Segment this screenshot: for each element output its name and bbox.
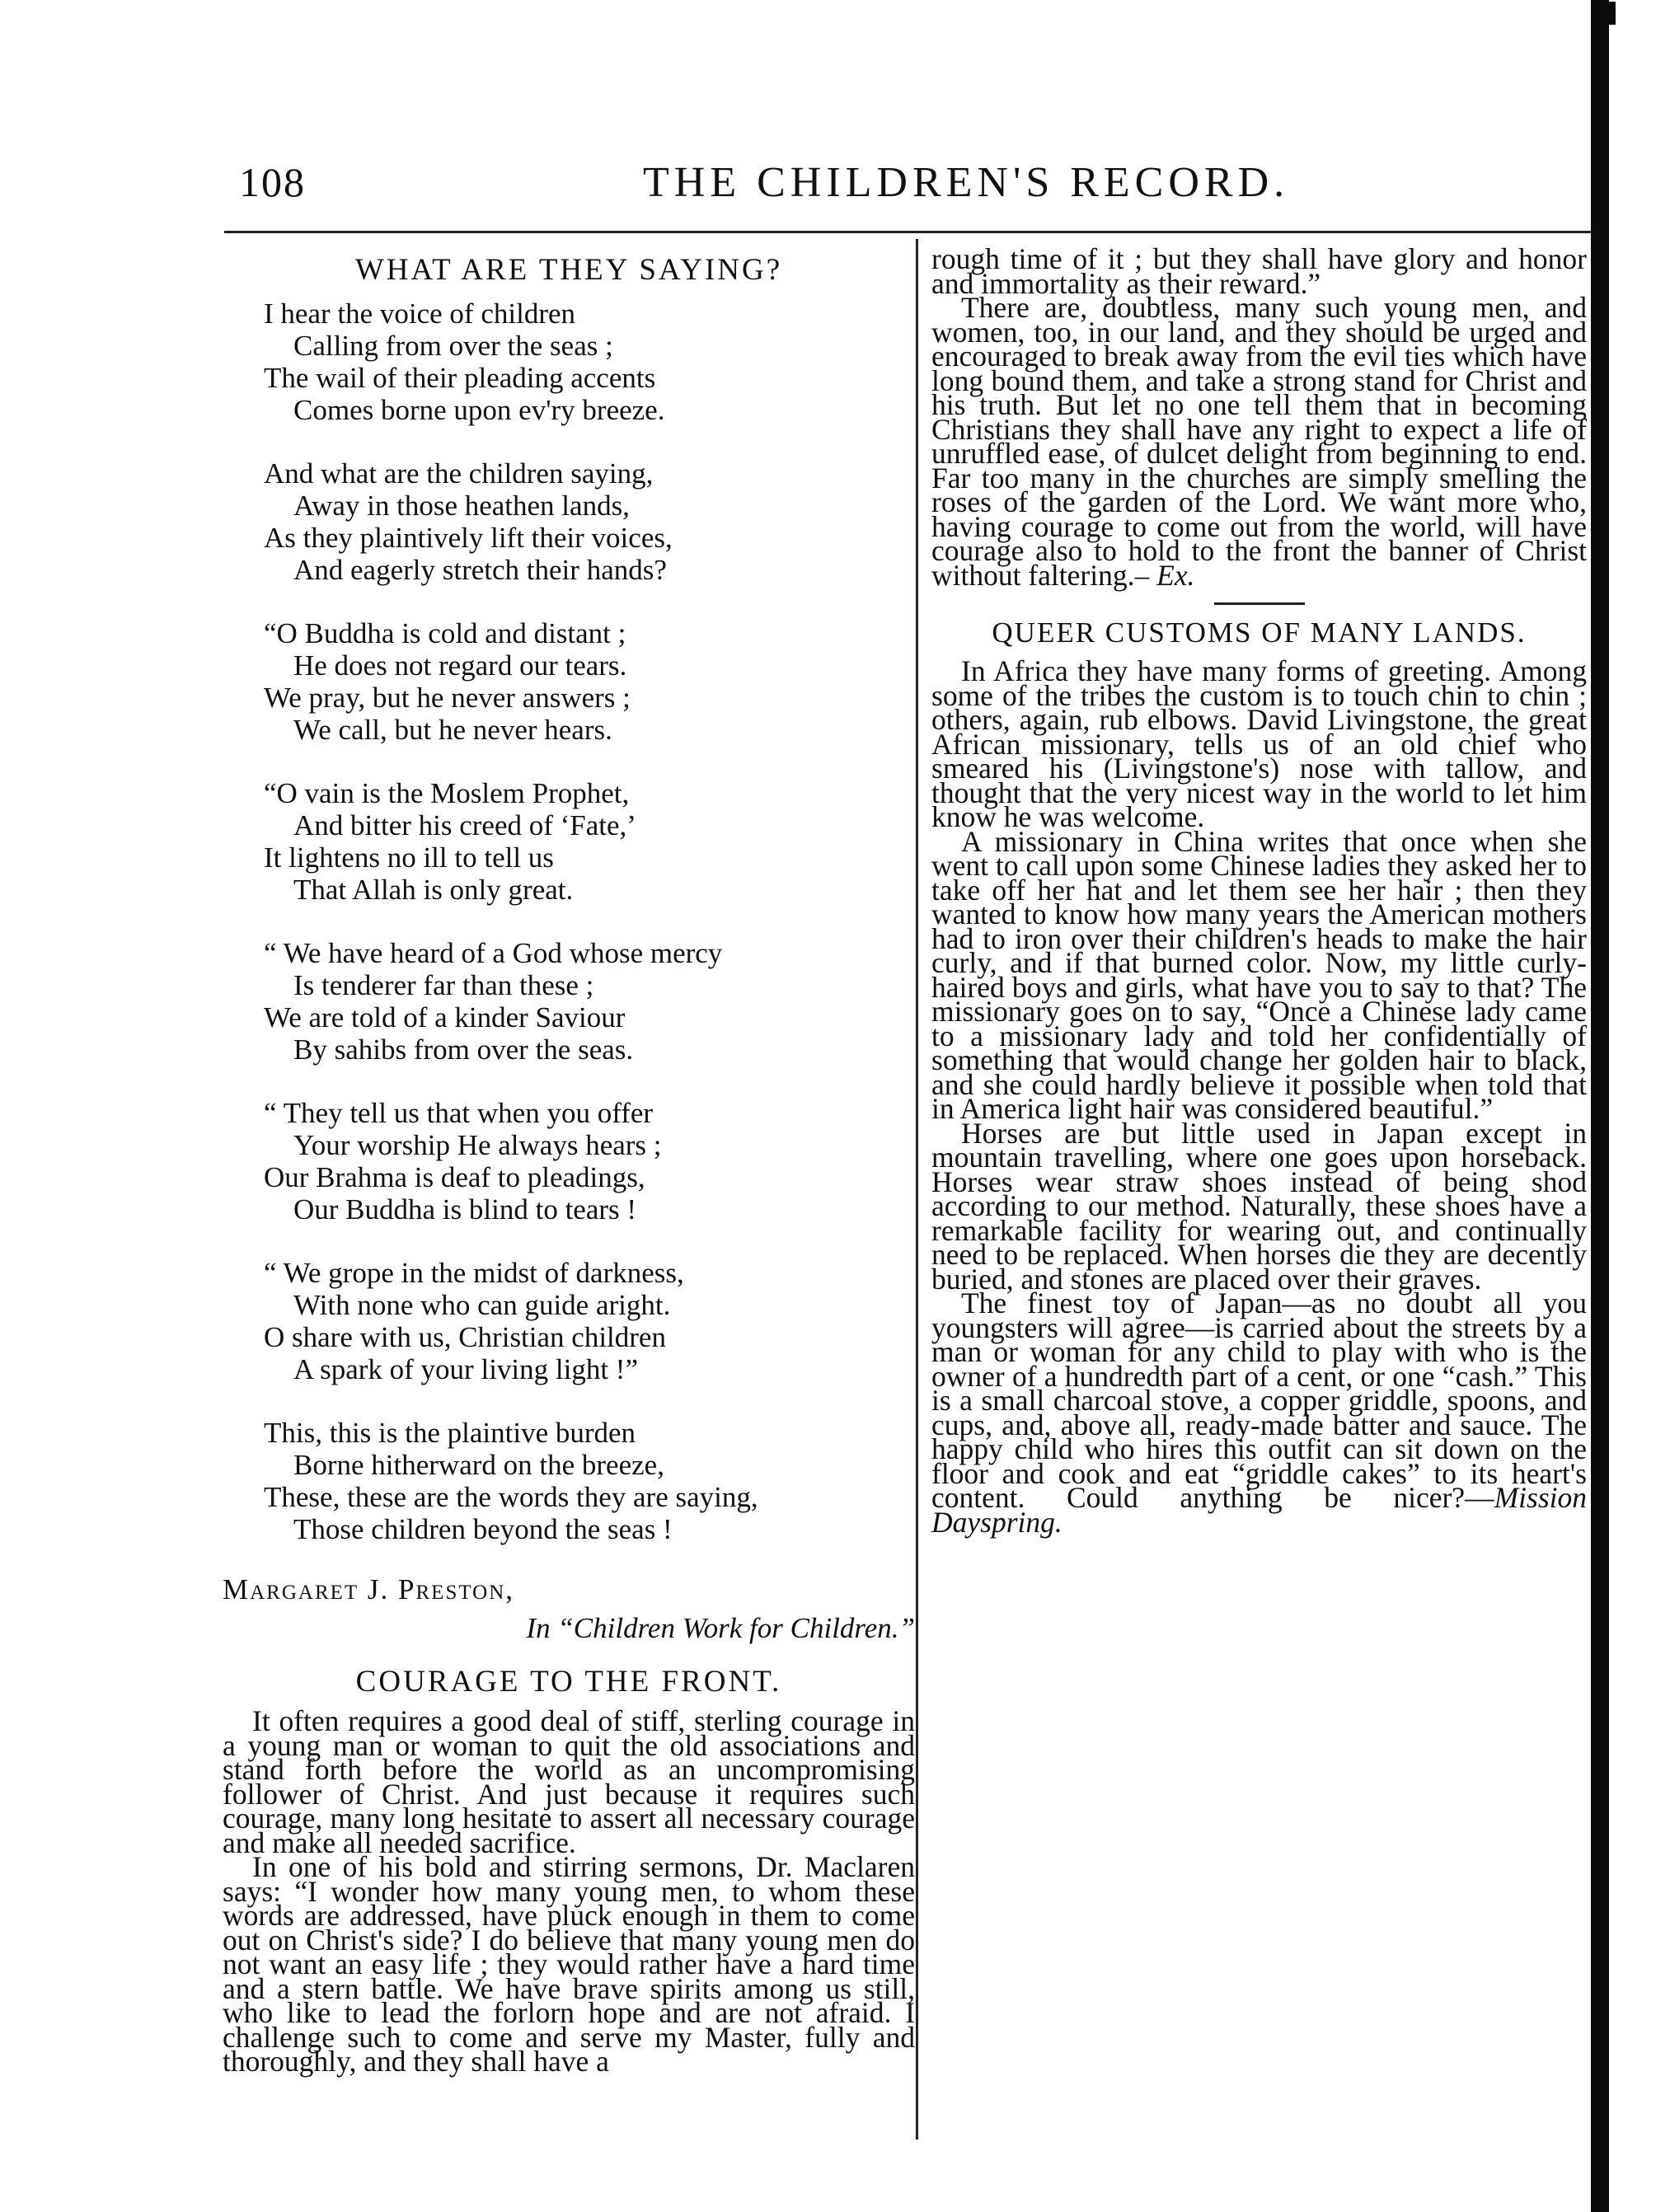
poem-line: This, this is the plaintive burden	[264, 1417, 636, 1449]
poem-stanza	[264, 617, 915, 746]
poem-signature	[223, 1570, 915, 1647]
courage-title: COURAGE TO THE FRONT.	[355, 1665, 782, 1699]
poem-line: Calling from over the seas ;	[293, 330, 613, 362]
column-rule	[916, 239, 918, 2139]
poem-line: That Allah is only great.	[293, 874, 574, 906]
poem-line: O share with us, Christian children	[264, 1321, 666, 1353]
customs-title: QUEER CUSTOMS OF MANY LANDS.	[992, 616, 1527, 649]
poem-stanza	[264, 457, 915, 586]
poem-line: “O vain is the Moslem Prophet,	[264, 777, 630, 809]
poem-line: And what are the children saying,	[264, 457, 654, 490]
poem-line: Is tenderer far than these ;	[293, 969, 594, 1001]
poem-stanza	[264, 937, 915, 1066]
poem-stanza	[264, 298, 915, 426]
scan-edge-notch	[1604, 2, 1616, 25]
courage-closing-text: There are, doubtless, many such young men, and women, too, in our land, and they should be urged and encouraged to break away from the evil ties which have long bound them, and take a strong stand for Christ and his truth. But let no one tell them that in becoming Christians they shall have any right to expect a life of unruffled ease, of dulcet delight from beginning to end. Far too many in the churches are simply smelling the roses of the garden of the Lord. We want more who, having courage to come out from the world, will have courage also to hold to the front the banner of Christ without faltering.–	[931, 291, 1587, 592]
poem-line: These, these are the words they are saying,	[264, 1481, 758, 1513]
right-column	[931, 242, 1587, 1539]
poem-source: In “Children Work for Children.”	[526, 1612, 915, 1644]
running-title: THE CHILDREN'S RECORD.	[643, 159, 1290, 206]
poem-line: It lightens no ill to tell us	[264, 841, 554, 874]
poem-line: With none who can guide aright.	[293, 1289, 671, 1321]
poem-line: Your worship He always hears ;	[293, 1129, 662, 1161]
page-header	[239, 158, 1574, 211]
poem-line: Away in those heathen lands,	[293, 490, 630, 522]
poem-line: By sahibs from over the seas.	[293, 1033, 634, 1066]
courage-paragraph	[931, 291, 1587, 592]
courage-paragraph: In one of his bold and stirring sermons, Dr. Maclaren says: “I wonder how many young men, to whom these words are addressed, have pluck enough in them to come out on Christ's side? I do believe that many young men do not want an easy life ; they would rather have a hard time and a stern battle. We have brave spirits among us still, who like to lead the forlorn hope and are not afraid. I challenge such to come and serve my Master, fully and thoroughly, and they shall have a	[223, 1850, 915, 2078]
poem-line: Borne hitherward on the breeze,	[293, 1449, 664, 1481]
customs-paragraph: A missionary in China writes that once when she went to call upon some Chinese ladies they asked her to take off her hat and let them see her hair ; then they wanted to know how many years the American mothers had to iron over their children's heads to make the hair curly, and if that burned color. Now, my little curly-haired boys and girls, what have you to say to that? The missionary goes on to say, “Once a Chinese lady came to a missionary lady and told her confidentially of something that would change her golden hair to black, and she could hardly believe it possible when told that in America light hair was considered beautiful.”	[931, 824, 1587, 1125]
left-column	[223, 247, 915, 2078]
poem-line: Our Brahma is deaf to pleadings,	[264, 1161, 645, 1193]
poem-line: Our Buddha is blind to tears !	[293, 1193, 637, 1226]
poem-line: As they plaintively lift their voices,	[264, 522, 673, 554]
poem-stanza	[264, 1417, 915, 1545]
customs-paragraph: Horses are but little used in Japan except in mountain travelling, where one goes upon horseback. Horses wear straw shoes instead of being shod according to our method. Naturally, these shoes have a remarkable facility for wearing out, and continually need to be replaced. When horses die they are decently buried, and stones are placed over their graves.	[931, 1116, 1587, 1296]
poem-line: “O Buddha is cold and distant ;	[264, 617, 626, 649]
poem-line: And bitter his creed of ‘Fate,’	[293, 809, 636, 841]
poem-line: A spark of your living light !”	[293, 1353, 639, 1385]
poem-line: He does not regard our tears.	[293, 649, 627, 682]
scan-edge-bar	[1591, 0, 1609, 2212]
customs-closing-text: The finest toy of Japan—as no doubt all you youngsters will agree—is carried about the streets by a man or woman for any child to play with who is the owner of a hundredth part of a cent, or one “cash.” This is a small charcoal stove, a copper griddle, spoons, and cups, and, above all, ready-made batter and sauce. The happy child who hires this outfit can sit down on the floor and cook and eat “griddle cakes” to its heart's content. Could anything be nicer?—	[931, 1286, 1587, 1514]
customs-paragraph: In Africa they have many forms of greeting. Among some of the tribes the custom is to touch chin to chin ; others, again, rub elbows. David Livingstone, the great African missionary, tells us of an old chief who smeared his (Livingstone's) nose with tallow, and thought that the very nicest way in the world to let him know he was welcome.	[931, 654, 1587, 833]
courage-paragraph: It often requires a good deal of stiff, sterling courage in a young man or woman to quit the old associations and stand forth before the world as an uncompromising follower of Christ. And just because it requires such courage, many long hesitate to assert all necessary courage and make all needed sacrifice.	[223, 1704, 915, 1859]
poem-line: “ We grope in the midst of darkness,	[264, 1257, 684, 1289]
poem-line: I hear the voice of children	[264, 298, 576, 330]
section-divider	[1214, 602, 1305, 605]
customs-credit: Mission Dayspring.	[931, 1481, 1587, 1539]
poem-line: And eagerly stretch their hands?	[293, 554, 667, 586]
poem-stanza	[264, 777, 915, 906]
poem-line: Those children beyond the seas !	[293, 1513, 673, 1545]
poem-line: We pray, but he never answers ;	[264, 682, 631, 714]
courage-credit: Ex.	[1156, 558, 1195, 592]
page-number: 108	[239, 159, 306, 205]
poem-title: WHAT ARE THEY SAYING?	[354, 253, 783, 287]
poem-stanzas	[223, 298, 915, 1545]
poem-author: Margaret J. Preston,	[223, 1573, 515, 1605]
poem-line: We are told of a kinder Saviour	[264, 1001, 626, 1033]
poem-line: The wail of their pleading accents	[264, 362, 656, 394]
poem-stanza	[264, 1257, 915, 1385]
poem-line: “ We have heard of a God whose mercy	[264, 937, 723, 969]
poem-line: We call, but he never hears.	[293, 714, 612, 746]
courage-continued: rough time of it ; but they shall have glory and honor and immortality as their reward.”	[931, 242, 1587, 300]
poem-stanza	[264, 1097, 915, 1226]
header-rule	[224, 231, 1591, 233]
poem-line: Comes borne upon ev'ry breeze.	[293, 394, 665, 426]
customs-paragraph	[931, 1286, 1587, 1539]
poem-line: “ They tell us that when you offer	[264, 1097, 654, 1129]
